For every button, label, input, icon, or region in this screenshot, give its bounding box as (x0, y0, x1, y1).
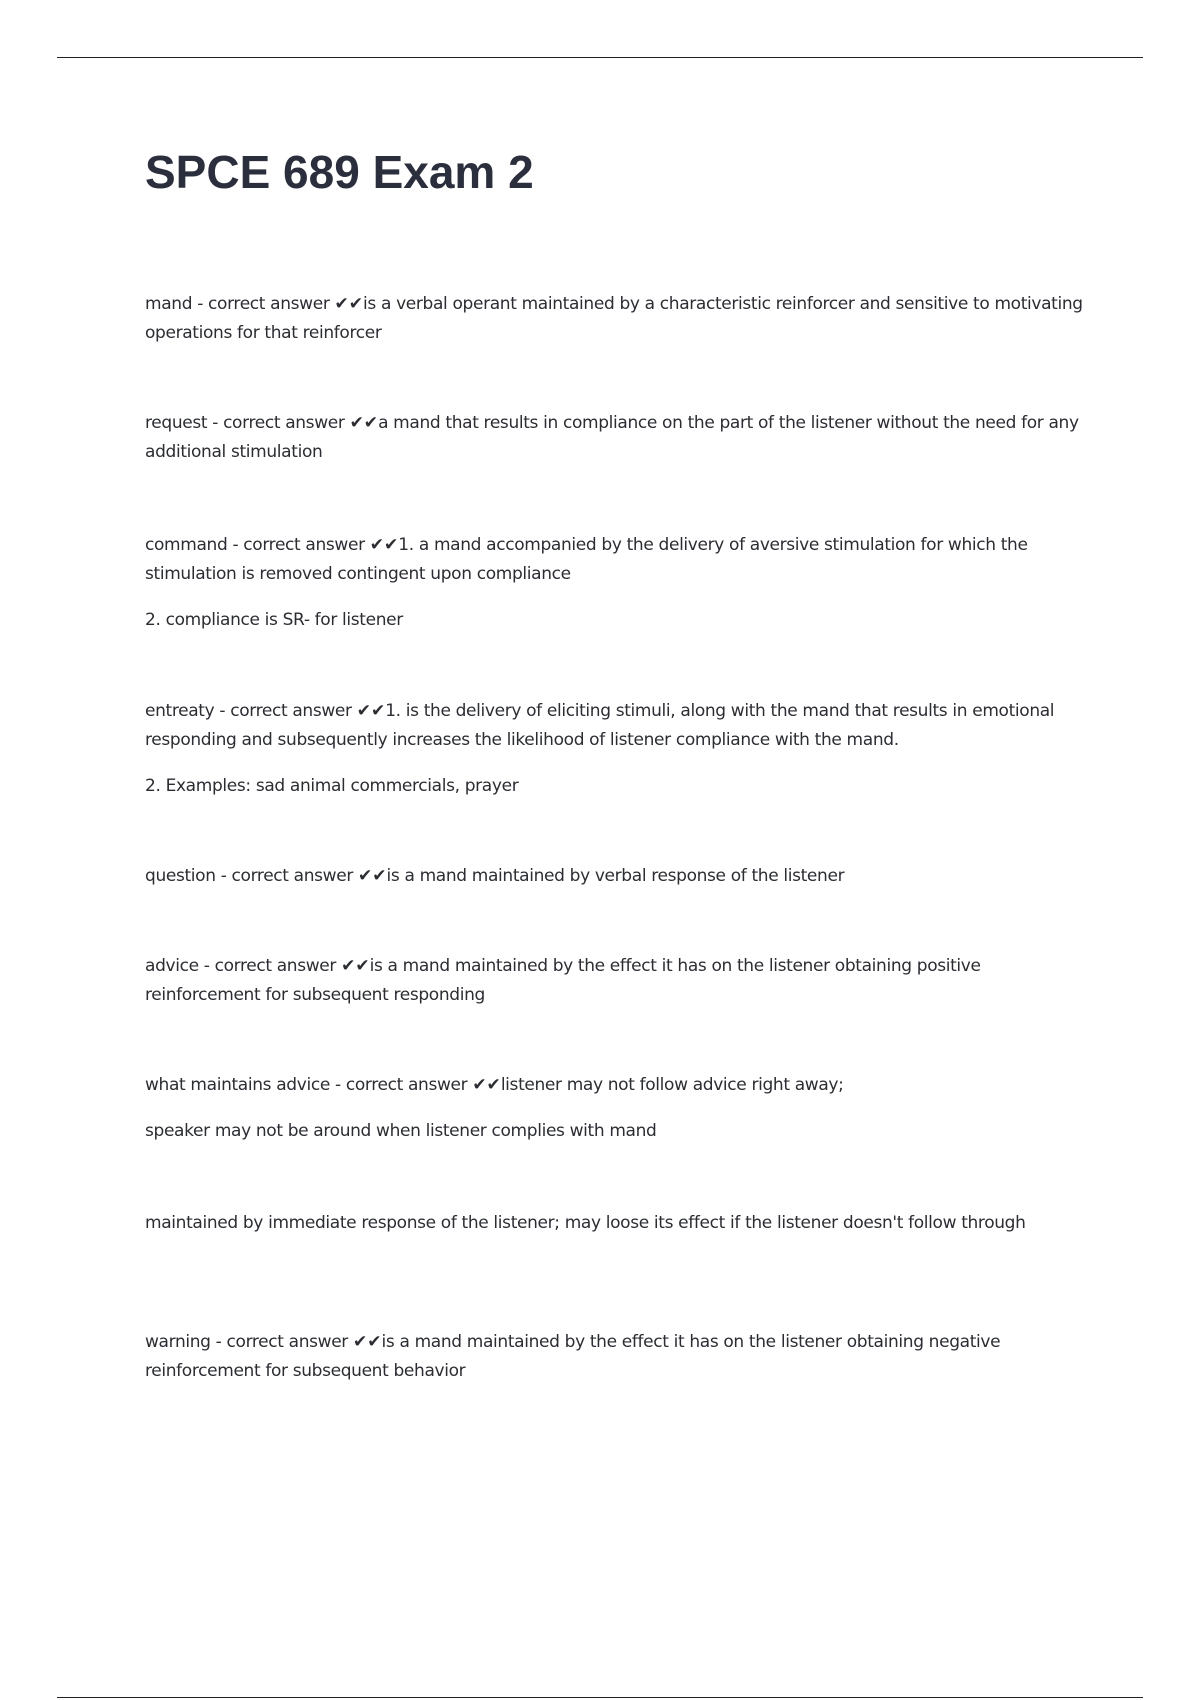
entry-term: command - correct answer (145, 535, 370, 555)
entry-text (145, 531, 1095, 589)
entry-text (145, 862, 1095, 891)
double-check-icon: ✔✔ (472, 1075, 501, 1095)
entry-question (145, 862, 1095, 891)
entry-term: advice - correct answer (145, 956, 342, 976)
double-check-icon: ✔✔ (358, 866, 387, 886)
entry-extra: 2. Examples: sad animal commercials, prayer (145, 776, 519, 796)
entry-extra: speaker may not be around when listener complies with mand (145, 1121, 657, 1141)
entry-answer: listener may not follow advice right away; (500, 1075, 844, 1095)
double-check-icon: ✔✔ (369, 535, 399, 555)
double-check-icon: ✔✔ (356, 701, 386, 721)
double-check-icon: ✔✔ (349, 413, 379, 433)
entry-answer: is a verbal operant maintained by a characteristic reinforcer and sensitive to motivating operations for that reinforcer (145, 294, 1083, 343)
entry-term: question - correct answer (145, 866, 359, 886)
entry-entreaty (145, 697, 1095, 801)
entry-answer: is a mand maintained by verbal response of the listener (386, 866, 845, 886)
entry-text (145, 1328, 1095, 1386)
entry-warning (145, 1328, 1095, 1386)
entry-term: mand - correct answer (145, 294, 335, 314)
entry-extra: 2. compliance is SR- for listener (145, 610, 403, 630)
entry-request (145, 409, 1095, 467)
entry-term: entreaty - correct answer (145, 701, 357, 721)
entry-text (145, 952, 1095, 1010)
entry-term: request - correct answer (145, 413, 350, 433)
entry-mand (145, 290, 1095, 348)
double-check-icon: ✔✔ (334, 294, 364, 314)
entry-answer: a mand that results in compliance on the part of the listener without the need for any additional stimulation (145, 413, 1079, 462)
double-check-icon: ✔✔ (353, 1332, 382, 1352)
entry-term: what maintains advice - correct answer (145, 1075, 473, 1095)
entry-term: warning - correct answer (145, 1332, 354, 1352)
entry-text (145, 1071, 1095, 1100)
entry-answer: 1. a mand accompanied by the delivery of aversive stimulation for which the stimulation is removed contingent upon compliance (145, 535, 1028, 584)
entry-text (145, 697, 1095, 755)
double-check-icon: ✔✔ (341, 956, 370, 976)
document-title: SPCE 689 Exam 2 (145, 146, 534, 198)
bottom-rule (57, 1697, 1143, 1698)
entry-maintained-by (145, 1209, 1095, 1238)
entry-text (145, 409, 1095, 467)
entry-what-maintains-advice (145, 1071, 1095, 1146)
entry-answer: 1. is the delivery of eliciting stimuli, along with the mand that results in emotional responding and subsequently increases the likelihood of listener compliance with the mand. (145, 701, 1055, 750)
entry-command (145, 531, 1095, 635)
entry-answer: is a mand maintained by the effect it has on the listener obtaining negative reinforcement for subsequent behavior (145, 1332, 1001, 1381)
top-rule (57, 57, 1143, 58)
entry-text (145, 290, 1095, 348)
entry-answer: is a mand maintained by the effect it has on the listener obtaining positive reinforcement for subsequent responding (145, 956, 981, 1005)
entry-advice (145, 952, 1095, 1010)
entry-text: maintained by immediate response of the listener; may loose its effect if the listener doesn't follow through (145, 1213, 1026, 1233)
